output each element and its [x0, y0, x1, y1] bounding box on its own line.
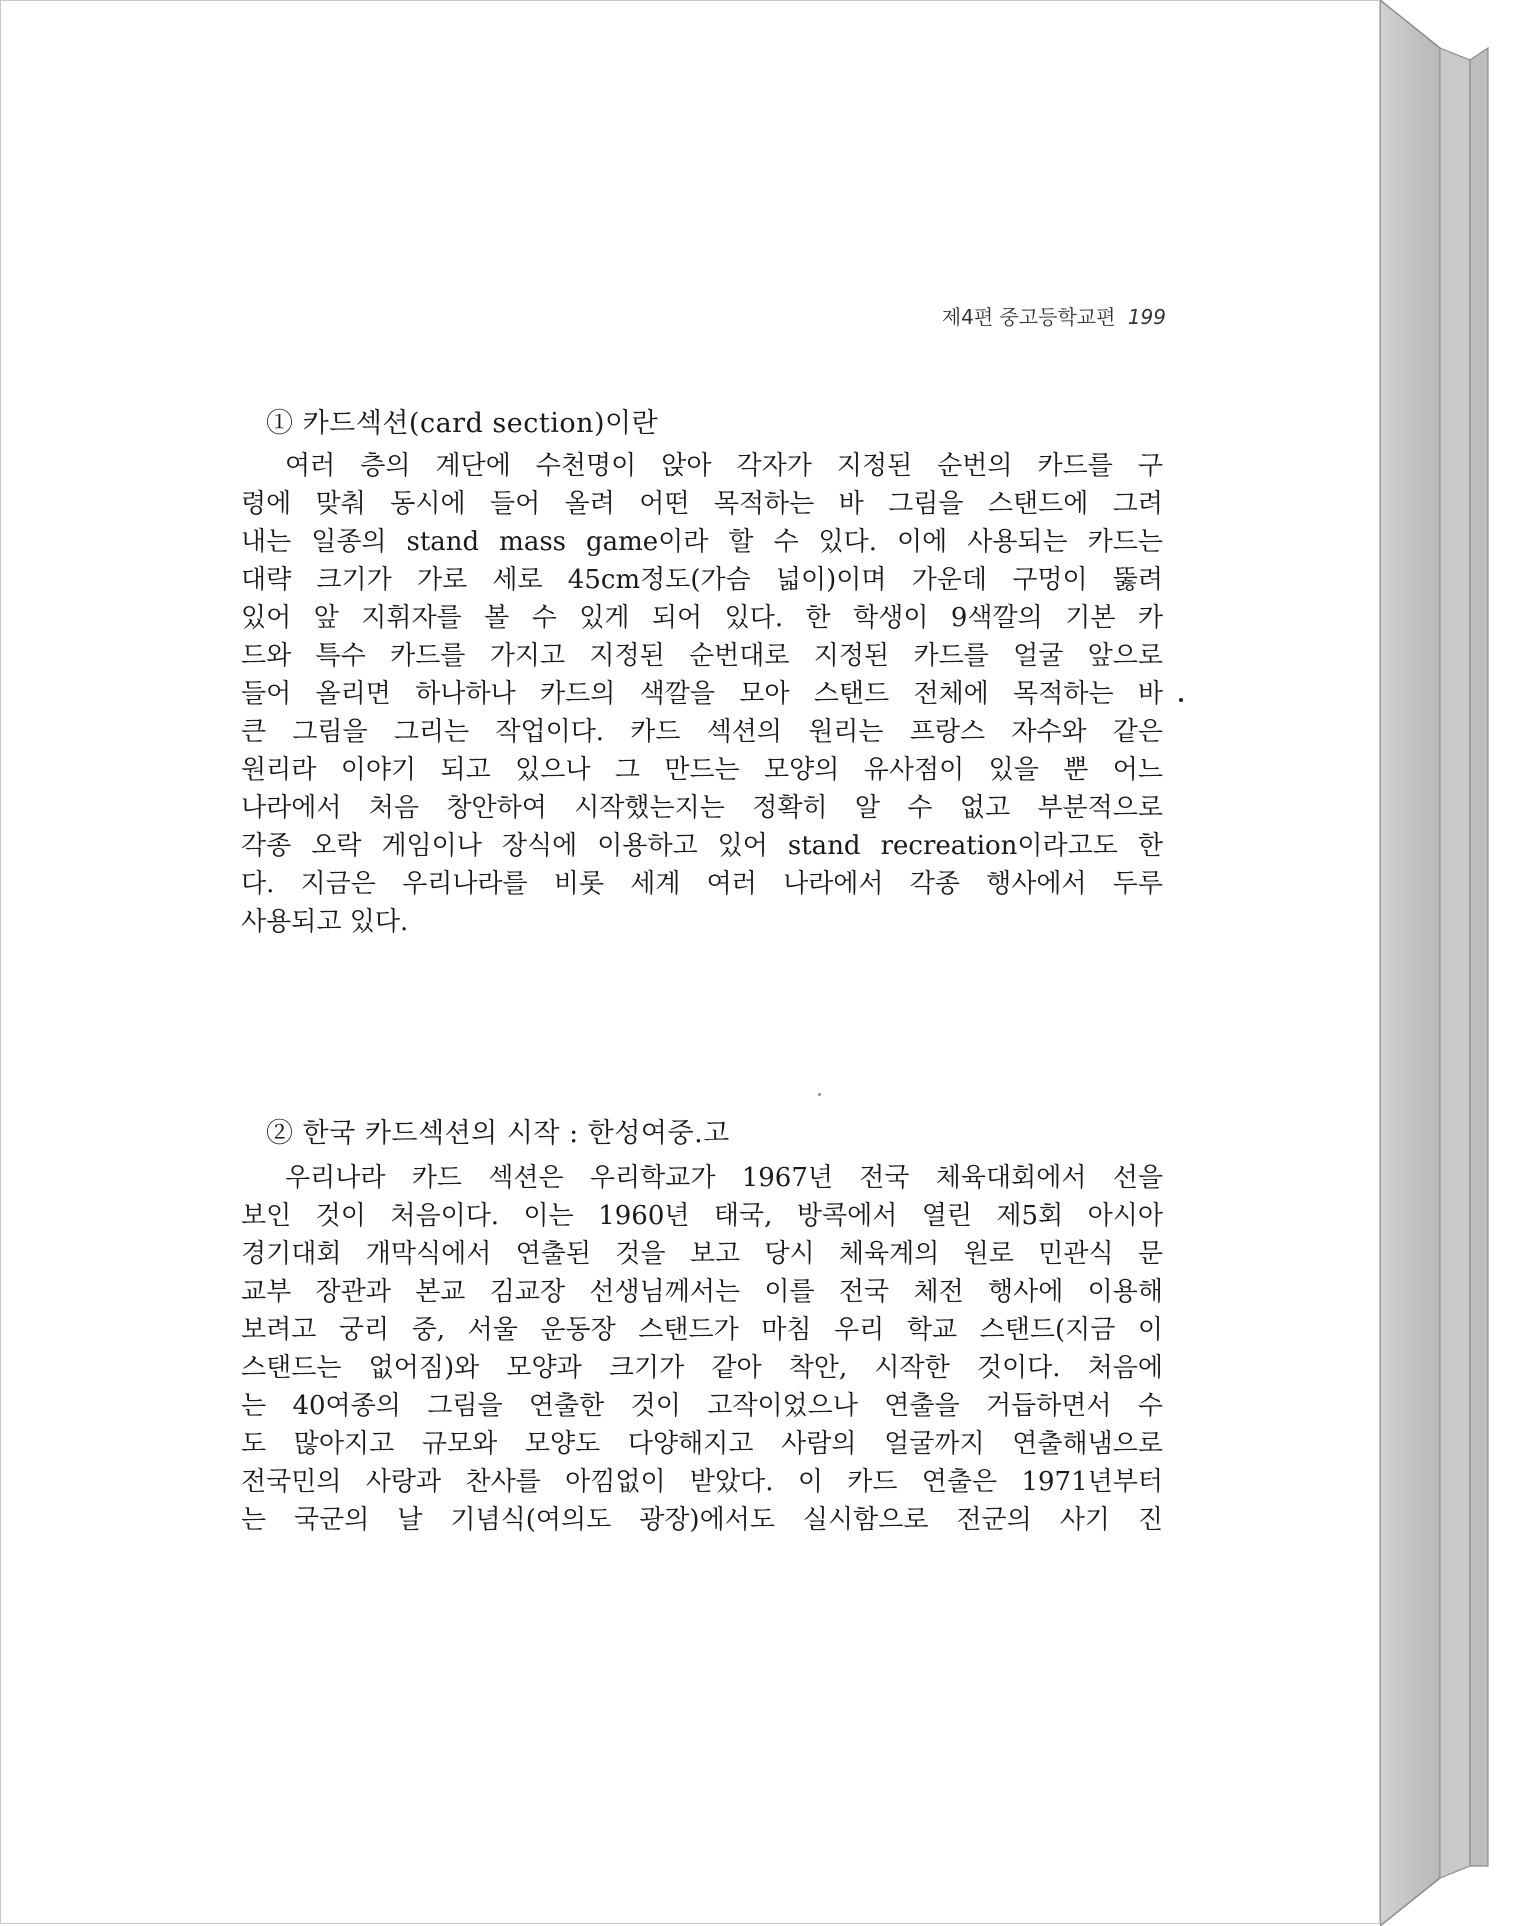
body-line: 경기대회 개막식에서 연출된 것을 보고 당시 체육계의 원로 민관식 문 — [241, 1239, 1163, 1269]
section-1-body — [241, 447, 1163, 941]
body-line: 큰 그림을 그리는 작업이다. 카드 섹션의 원리는 프랑스 자수와 같은 — [241, 717, 1163, 747]
body-line: 는 40여종의 그림을 연출한 것이 고작이었으나 연출을 거듭하면서 수 — [241, 1391, 1163, 1421]
body-line: 령에 맞춰 동시에 들어 올려 어떤 목적하는 바 그림을 스탠드에 그려 — [241, 489, 1163, 519]
page-number: 199 — [1127, 305, 1166, 329]
body-line: 다. 지금은 우리나라를 비롯 세계 여러 나라에서 각종 행사에서 두루 — [241, 869, 1163, 899]
body-line: 사용되고 있다. — [241, 907, 409, 937]
body-line: 교부 장관과 본교 김교장 선생님께서는 이를 전국 체전 행사에 이용해 — [241, 1277, 1163, 1307]
body-line: 대략 크기가 가로 세로 45cm정도(가슴 넓이)이며 가운데 구멍이 뚫려 — [241, 565, 1163, 595]
body-line: 스탠드는 없어짐)와 모양과 크기가 같아 착안, 시작한 것이다. 처음에 — [241, 1353, 1163, 1383]
body-line: 있어 앞 지휘자를 볼 수 있게 되어 있다. 한 학생이 9색깔의 기본 카 — [241, 603, 1163, 633]
body-line: 들어 올리면 하나하나 카드의 색깔을 모아 스탠드 전체에 목적하는 바 — [241, 679, 1163, 709]
section-2-heading: ② 한국 카드섹션의 시작 : 한성여중.고 — [266, 1118, 730, 1149]
body-line: 각종 오락 게임이나 장식에 이용하고 있어 stand recreation이라고도 한 — [241, 831, 1163, 861]
speck-mark — [1179, 698, 1183, 702]
section-1-heading: ① 카드섹션(card section)이란 — [266, 408, 659, 439]
body-line: 보려고 궁리 중, 서울 운동장 스탠드가 마침 우리 학교 스탠드(지금 이 — [241, 1315, 1163, 1345]
body-line: 보인 것이 처음이다. 이는 1960년 태국, 방콕에서 열린 제5회 아시아 — [241, 1201, 1163, 1231]
body-line: 드와 특수 카드를 가지고 지정된 순번대로 지정된 카드를 얼굴 앞으로 — [241, 641, 1163, 671]
body-line: 여러 층의 계단에 수천명이 앉아 각자가 지정된 순번의 카드를 구 — [285, 451, 1163, 481]
body-line: 원리라 이야기 되고 있으나 그 만드는 모양의 유사점이 있을 뿐 어느 — [241, 755, 1163, 785]
body-line: 도 많아지고 규모와 모양도 다양해지고 사람의 얼굴까지 연출해냄으로 — [241, 1429, 1163, 1459]
book-page-edges — [1380, 0, 1522, 1926]
running-header — [921, 301, 1166, 330]
header-section-title: 제4편 중고등학교편 — [941, 305, 1116, 329]
speck-mark — [818, 1093, 821, 1096]
body-line: 내는 일종의 stand mass game이라 할 수 있다. 이에 사용되는 카드는 — [241, 527, 1163, 557]
body-line: 전국민의 사랑과 찬사를 아낌없이 받았다. 이 카드 연출은 1971년부터 — [241, 1467, 1163, 1497]
section-2-body — [241, 1159, 1163, 1539]
body-line: 는 국군의 날 기념식(여의도 광장)에서도 실시함으로 전군의 사기 진 — [241, 1505, 1163, 1535]
body-line: 나라에서 처음 창안하여 시작했는지는 정확히 알 수 없고 부분적으로 — [241, 793, 1163, 823]
body-line: 우리나라 카드 섹션은 우리학교가 1967년 전국 체육대회에서 선을 — [285, 1163, 1163, 1193]
